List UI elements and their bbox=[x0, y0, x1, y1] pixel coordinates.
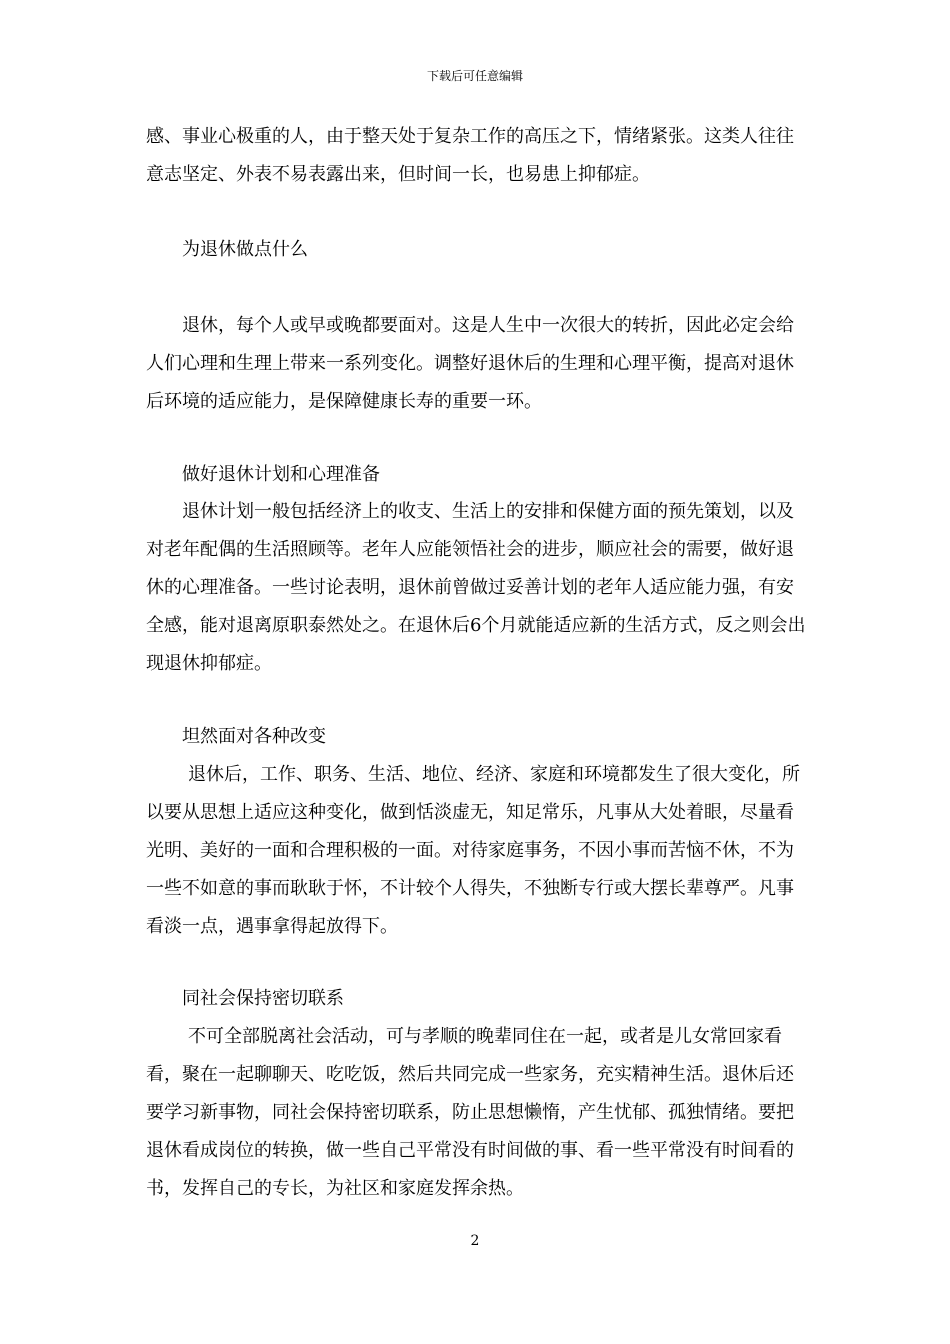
paragraph: 感、事业心极重的人，由于整天处于复杂工作的高压之下，情绪紧张。这类人往往意志坚定、外表不易表露出来，但时间一长，也易患上抑郁症。 bbox=[146, 126, 794, 185]
section-heading: 同社会保持密切联系 bbox=[182, 988, 344, 1009]
section-heading: 坦然面对各种改变 bbox=[182, 726, 326, 747]
section-heading: 为退休做点什么 bbox=[182, 239, 308, 260]
paragraph: 退休计划一般包括经济上的收支、生活上的安排和保健方面的预先策划，以及对老年配偶的生活照顾等。老年人应能领悟社会的进步，顺应社会的需要，做好退休的心理准备。一些讨论表明，退休前曾做过妥善计划的老年人适应能力强，有安全感，能对退离原职泰然处之。在退休后6个月就能适应新的生活方式，反之则会出现退休抑郁症。 bbox=[146, 501, 806, 674]
paragraph: 退休后，工作、职务、生活、地位、经济、家庭和环境都发生了很大变化，所以要从思想上适应这种变化，做到恬淡虚无，知足常乐，凡事从大处着眼，尽量看光明、美好的一面和合理积极的一面。对待家庭事务，不因小事而苦恼不休，不为一些不如意的事而耿耿于怀，不计较个人得失，不独断专行或大摆长辈尊严。凡事看淡一点，遇事拿得起放得下。 bbox=[146, 764, 800, 937]
section-heading: 做好退休计划和心理准备 bbox=[182, 464, 380, 485]
page-number: 2 bbox=[470, 1233, 480, 1249]
paragraph: 不可全部脱离社会活动，可与孝顺的晚辈同住在一起，或者是儿女常回家看看，聚在一起聊聊天、吃吃饭，然后共同完成一些家务，充实精神生活。退休后还要学习新事物，同社会保持密切联系，防止思想懒惰，产生忧郁、孤独情绪。要把退休看成岗位的转换，做一些自己平常没有时间做的事、看一些平常没有时间看的书，发挥自己的专长，为社区和家庭发挥余热。 bbox=[146, 1026, 794, 1199]
paragraph: 退休，每个人或早或晚都要面对。这是人生中一次很大的转折，因此必定会给人们心理和生理上带来一系列变化。调整好退休后的生理和心理平衡，提高对退休后环境的适应能力，是保障健康长寿的重要一环。 bbox=[146, 315, 794, 412]
page-header: 下载后可任意编辑 bbox=[426, 69, 523, 83]
